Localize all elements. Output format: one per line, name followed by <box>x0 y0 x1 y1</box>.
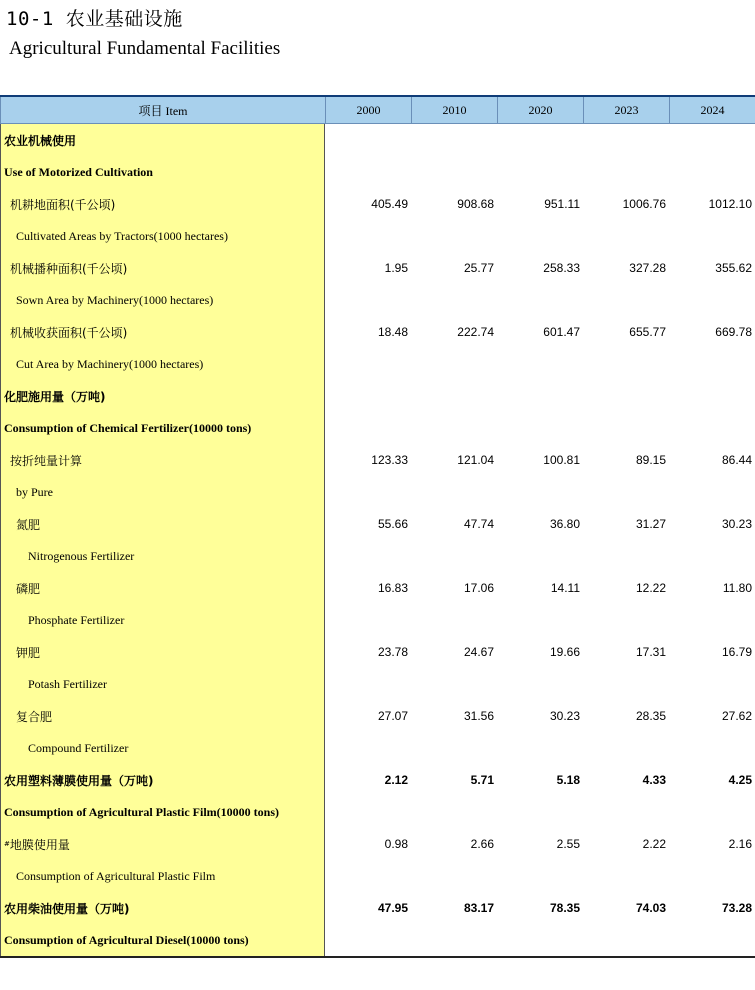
value-cell: 121.04 <box>457 453 494 467</box>
row-label <box>1 220 324 252</box>
table-row-values <box>325 540 755 572</box>
value-cell: 16.79 <box>721 645 752 659</box>
row-label-text: 农用塑料薄膜使用量（万吨) <box>4 773 154 788</box>
value-cell: 1006.76 <box>622 197 666 211</box>
row-label-text: Cut Area by Machinery(1000 hectares) <box>16 356 204 371</box>
value-cell: 31.56 <box>463 709 494 723</box>
value-cell: 5.71 <box>470 773 494 787</box>
row-label-text: 机械收获面积(千公顷) <box>10 325 128 340</box>
header-item: 项目 Item <box>0 97 325 123</box>
value-cell: 24.67 <box>463 645 494 659</box>
row-label-text: Consumption of Agricultural Plastic Film(10000 tons) <box>4 804 279 819</box>
row-label <box>1 348 324 380</box>
value-cell: 222.74 <box>457 325 494 339</box>
value-cell: 18.48 <box>377 325 408 339</box>
table-row-values <box>325 572 755 604</box>
value-cell: 16.83 <box>377 581 408 595</box>
row-label-text: Cultivated Areas by Tractors(1000 hectares) <box>16 228 228 243</box>
value-cell: 951.11 <box>544 197 580 211</box>
values-column <box>325 124 755 956</box>
row-label-text: by Pure <box>16 484 53 499</box>
value-cell: 89.15 <box>635 453 666 467</box>
value-cell: 17.31 <box>635 645 666 659</box>
row-label-text: Consumption of Chemical Fertilizer(10000 tons) <box>4 420 252 435</box>
page-title-cn: 10-1 农业基础设施 <box>6 8 183 30</box>
row-label-text: 氮肥 <box>16 517 41 532</box>
value-cell: 0.98 <box>384 837 408 851</box>
row-label-text: Potash Fertilizer <box>28 676 107 691</box>
table-row-values <box>325 156 755 188</box>
row-label <box>1 188 324 220</box>
value-cell: 55.66 <box>377 517 408 531</box>
value-cell: 327.28 <box>629 261 666 275</box>
row-label-text: Use of Motorized Cultivation <box>4 164 153 179</box>
value-cell: 17.06 <box>463 581 494 595</box>
row-label <box>1 156 324 188</box>
value-cell: 27.07 <box>377 709 408 723</box>
header-year-2023: 2023 <box>583 97 669 123</box>
row-label <box>1 828 324 860</box>
value-cell: 669.78 <box>715 325 752 339</box>
header-year-2000: 2000 <box>325 97 411 123</box>
value-cell: 908.68 <box>457 197 494 211</box>
value-cell: 31.27 <box>635 517 666 531</box>
value-cell: 47.74 <box>463 517 494 531</box>
table-row-values <box>325 348 755 380</box>
table-row-values <box>325 412 755 444</box>
table-row-values <box>325 700 755 732</box>
header-year-2024: 2024 <box>669 97 755 123</box>
row-label-text: 磷肥 <box>16 581 41 596</box>
value-cell: 405.49 <box>371 197 408 211</box>
value-cell: 123.33 <box>371 453 408 467</box>
value-cell: 2.66 <box>470 837 494 851</box>
table-row-values <box>325 668 755 700</box>
value-cell: 27.62 <box>721 709 752 723</box>
table-row-values <box>325 508 755 540</box>
table-row-values <box>325 732 755 764</box>
row-label <box>1 668 324 700</box>
value-cell: 83.17 <box>463 901 494 915</box>
value-cell: 23.78 <box>377 645 408 659</box>
value-cell: 601.47 <box>543 325 580 339</box>
row-label <box>1 796 324 828</box>
value-cell: 1.95 <box>384 261 408 275</box>
data-table <box>0 95 755 956</box>
table-header <box>0 95 755 124</box>
row-label <box>1 892 324 924</box>
row-label <box>1 380 324 412</box>
table-row-values <box>325 252 755 284</box>
header-year-2020: 2020 <box>497 97 583 123</box>
value-cell: 14.11 <box>550 581 580 595</box>
row-label-text: 地膜使用量 <box>9 837 70 852</box>
value-cell: 36.80 <box>549 517 580 531</box>
table-row-values <box>325 188 755 220</box>
row-label <box>1 700 324 732</box>
row-label <box>1 764 324 796</box>
table-row-values <box>325 860 755 892</box>
value-cell: 100.81 <box>543 453 580 467</box>
row-label <box>1 924 324 956</box>
row-label <box>1 252 324 284</box>
row-label-text: Compound Fertilizer <box>28 740 129 755</box>
table-row-values <box>325 476 755 508</box>
row-label-text: 钾肥 <box>16 645 41 660</box>
value-cell: 12.22 <box>635 581 666 595</box>
value-cell: 2.55 <box>556 837 580 851</box>
value-cell: 2.12 <box>384 773 408 787</box>
value-cell: 355.62 <box>715 261 752 275</box>
row-label-text: 复合肥 <box>16 709 53 724</box>
item-column <box>0 124 325 956</box>
row-label <box>1 476 324 508</box>
table-row-values <box>325 636 755 668</box>
value-cell: 86.44 <box>721 453 752 467</box>
value-cell: 258.33 <box>543 261 580 275</box>
table-bottom-rule <box>0 956 755 958</box>
value-cell: 30.23 <box>549 709 580 723</box>
row-label-text: Phosphate Fertilizer <box>28 612 125 627</box>
value-cell: 28.35 <box>635 709 666 723</box>
footnote-mark: # <box>4 840 10 848</box>
row-label-text: Nitrogenous Fertilizer <box>28 548 135 563</box>
row-label-text: 农业机械使用 <box>4 133 77 148</box>
row-label <box>1 604 324 636</box>
row-label <box>1 412 324 444</box>
row-label-text: 按折纯量计算 <box>10 453 83 468</box>
table-row-values <box>325 316 755 348</box>
row-label <box>1 636 324 668</box>
value-cell: 2.22 <box>642 837 666 851</box>
table-row-values <box>325 284 755 316</box>
value-cell: 5.18 <box>556 773 580 787</box>
row-label <box>1 316 324 348</box>
value-cell: 655.77 <box>629 325 666 339</box>
page-title-en: Agricultural Fundamental Facilities <box>9 38 281 59</box>
header-year-2010: 2010 <box>411 97 497 123</box>
row-label <box>1 444 324 476</box>
value-cell: 4.25 <box>728 773 752 787</box>
table-row-values <box>325 380 755 412</box>
table-row-values <box>325 220 755 252</box>
value-cell: 25.77 <box>463 261 494 275</box>
table-row-values <box>325 764 755 796</box>
row-label <box>1 284 324 316</box>
value-cell: 2.16 <box>728 837 752 851</box>
value-cell: 30.23 <box>721 517 752 531</box>
value-cell: 19.66 <box>549 645 580 659</box>
row-label-text: Consumption of Agricultural Plastic Film <box>16 868 216 883</box>
row-label-text: 农用柴油使用量（万吨) <box>4 901 130 916</box>
table-row-values <box>325 892 755 924</box>
row-label <box>1 508 324 540</box>
row-label <box>1 732 324 764</box>
value-cell: 47.95 <box>377 901 408 915</box>
value-cell: 73.28 <box>721 901 752 915</box>
table-row-values <box>325 796 755 828</box>
row-label <box>1 860 324 892</box>
value-cell: 78.35 <box>549 901 580 915</box>
table-row-values <box>325 924 755 956</box>
table-row-values <box>325 828 755 860</box>
table-row-values <box>325 124 755 156</box>
row-label <box>1 572 324 604</box>
row-label-text: 机耕地面积(千公顷) <box>10 197 116 212</box>
row-label-text: Sown Area by Machinery(1000 hectares) <box>16 292 214 307</box>
table-body <box>0 124 755 956</box>
table-row-values <box>325 604 755 636</box>
table-row-values <box>325 444 755 476</box>
value-cell: 4.33 <box>642 773 666 787</box>
row-label-text: 化肥施用量（万吨) <box>4 389 106 404</box>
row-label <box>1 540 324 572</box>
value-cell: 74.03 <box>635 901 666 915</box>
row-label-text: Consumption of Agricultural Diesel(10000 tons) <box>4 932 249 947</box>
value-cell: 11.80 <box>722 581 752 595</box>
row-label-text: 机械播种面积(千公顷) <box>10 261 128 276</box>
row-label <box>1 124 324 156</box>
value-cell: 1012.10 <box>708 197 752 211</box>
